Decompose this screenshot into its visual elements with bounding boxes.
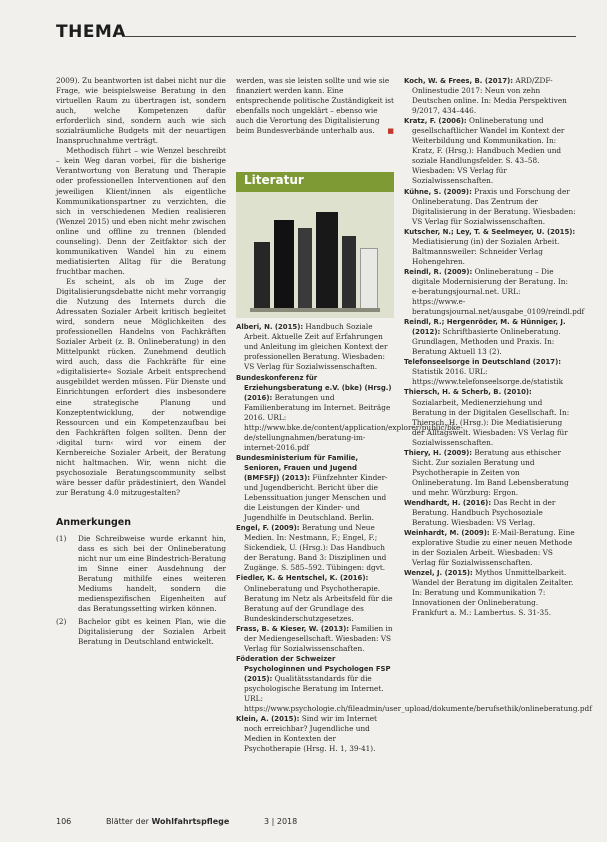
- reference-text: Praxis und Forschung der Onlineberatung. Das Zentrum der Digitalisierung in der Beratung. Wiesbaden: VS Verlag für Sozialwissenschaften.: [412, 186, 576, 226]
- reference-entry: [404, 187, 576, 227]
- reference-entry: [404, 568, 576, 618]
- reference-entry: [404, 227, 576, 267]
- reference-author: Thiersch, H. & Scherb, B. (2010):: [404, 388, 532, 397]
- reference-author: Koch, W. & Frees, B. (2017):: [404, 77, 514, 85]
- page-number: 106: [56, 817, 72, 826]
- book-image: [254, 242, 270, 312]
- reference-author: Bundesministerium für Familie, Senioren, Frauen und Jugend (BMFSFJ) (2013):: [236, 453, 359, 482]
- reference-entry: [404, 498, 576, 528]
- book-image: [316, 212, 338, 312]
- reference-author: Frass, B. & Kieser, W. (2013):: [236, 624, 350, 633]
- body-paragraph: 2009). Zu beantworten ist dabei nicht nur die Frage, wie beispielsweise Beratung in den virtuellen Raum zu übertragen ist, sondern auch, welche Kompetenzen dafür erforderlich sind, sondern auch wie sich sozialräumliche Budgets mit der neuartigen Inanspruchnahme verträgt.: [56, 76, 226, 146]
- reference-text: Onlineberatung und gesellschaftlicher Wandel im Kontext der Weiterbildung und Kommunikation. In: Kratz, F. (Hrsg.): Handbuch Medien und soziale Handlungsfelder. S. 43–58. Wiesbaden: VS Verlag für Sozialwissenschaften.: [412, 116, 565, 186]
- reference-entry: [236, 654, 592, 714]
- body-paragraph: Methodisch führt – wie Wenzel beschreibt – kein Weg daran vorbei, für die bisherige Verantwortung von Beratung und Therapie oder professionellen Interventionen auf den jeweiligen Klient/innen als eigentliche Kommunikationspartner zu verzichten, die sich in verschiedenen Medien realisieren (Wenzel 2015) und eben nicht mehr zwischen online und offline zu trennen (blended counseling). Denn der Zeitfaktor sich der kommunikativen Wandel hin zu einem mediatisierten Alltag für die Beratung fruchtbar machen.: [56, 146, 226, 276]
- footnote: [56, 617, 226, 647]
- journal-name-bold: Wohlfahrtspflege: [151, 817, 230, 826]
- reference-author: Telefonseelsorge in Deutschland (2017):: [404, 358, 562, 367]
- book-image: [274, 220, 294, 312]
- literature-banner: [236, 172, 394, 318]
- issue-number: 3 | 2018: [264, 817, 298, 826]
- reference-author: Klein, A. (2015):: [236, 715, 300, 724]
- reference-entry: [404, 357, 576, 387]
- reference-entry: [236, 624, 394, 654]
- reference-text: Schriftbasierte Onlineberatung. Grundlagen, Methoden und Praxis. In: Beratung Aktuell 13 (2).: [412, 327, 561, 357]
- reference-text: Handbuch Soziale Arbeit. Aktuelle Zeit auf Erfahrungen und Anleitung im gleichen Kontext der professionellen Beratung. Wiesbaden: VS Verlag für Sozialwissenschaften.: [244, 322, 388, 372]
- reference-entry: [404, 116, 576, 186]
- book-image: [298, 228, 312, 312]
- reference-text: Sind wir im Internet noch erreichbar? Jugendliche und Medien in Kontexten der Psychotherapie (Hrsg. H. 1, 39-41).: [244, 714, 377, 754]
- reference-author: Alberi, N. (2015):: [236, 323, 304, 332]
- reference-text: Mythos Unmittelbarkeit. Wandel der Beratung im digitalen Zeitalter. In: Beratung und Kommunikation 7: Innovationen der Onlineberatung. Frankfurt a. M.: Lambertus. S. 31-35.: [412, 568, 574, 618]
- reference-text: ARD/ZDF-Onlinestudie 2017: Neun von zehn Deutschen online. In: Media Perspektiven 9/2017, 434–446.: [412, 76, 567, 116]
- footnote-number: (2): [56, 617, 67, 627]
- reference-author: Kratz, F. (2006):: [404, 117, 467, 126]
- footnote: [56, 534, 226, 614]
- reference-entry: [236, 573, 394, 623]
- reference-entry: [236, 523, 394, 573]
- section-title: THEMA: [56, 22, 127, 42]
- reference-entry: [404, 528, 576, 568]
- reference-entry: [404, 266, 585, 317]
- reference-author: Fiedler, K. & Hentschel, K. (2016):: [236, 574, 369, 583]
- reference-entry: [404, 448, 576, 498]
- header-rule: [122, 36, 576, 37]
- reference-author: Wendhardt, H. (2016):: [404, 498, 492, 507]
- reference-text: Statistik 2016. URL: https://www.telefonseelsorge.de/statistik: [412, 367, 564, 387]
- column-left: [56, 76, 226, 651]
- reference-text: Beratung aus ethischer Sicht. Zur sozialen Beratung und Psychotherapie in Zeiten von Onlineberatung. Im Band Lebensberatung und mehr. Würzburg: Ergon.: [412, 447, 569, 497]
- page-header: [56, 22, 576, 42]
- reference-author: Bundeskonferenz für Erziehungsberatung e.V. (bke) (Hrsg.) (2016):: [236, 373, 392, 402]
- end-of-article-mark: ■: [387, 126, 394, 136]
- notes-heading: Anmerkungen: [56, 516, 131, 528]
- reference-entry: [404, 317, 576, 357]
- reference-entry: [236, 453, 394, 523]
- reference-author: Reindl, R. (2009):: [404, 267, 473, 276]
- literature-band: [236, 172, 394, 192]
- page-footer: [56, 817, 576, 829]
- reference-entry: [236, 322, 394, 372]
- reference-entry: [236, 373, 463, 453]
- reference-author: Föderation der Schweizer Psychologinnen und Psychologen FSP (2015):: [236, 654, 391, 683]
- reference-text: Beratungen und Familienberatung im Internet. Beiträge 2016. URL: http://www.bke.de/content/application/explorer/public/bke-de/stellungnahmen/beratung-im-internet-2016.pdf: [244, 392, 463, 452]
- books-illustration: [250, 196, 380, 312]
- reference-author: Thiery, H. (2009):: [404, 448, 473, 457]
- reference-text: Onlineberatung und Psychotherapie. Beratung im Netz als Arbeitsfeld für die Beratung auf der Grundlage des Bundeskinderschutzgesetzes.: [244, 583, 393, 623]
- footnote-text: Die Schreibweise wurde erkannt hin, dass es sich bei der Onlineberatung nicht nur um eine Bindestrich-Beratung im Sinne einer Ausdehnung der Beratung mithilfe eines weiteren Mediums handelt, sondern die medienspezifischen Eigenheiten auf das Beratungssetting wirken können.: [78, 534, 226, 614]
- column-right: [404, 76, 585, 619]
- journal-name-plain: Blätter der: [106, 817, 152, 826]
- reference-entry: [236, 714, 394, 754]
- reference-text: Mediatisierung (in) der Sozialen Arbeit. Baltmannsweiler: Schneider Verlag Hohengehren.: [412, 236, 560, 266]
- reference-author: Wenzel, J. (2015):: [404, 569, 473, 578]
- reference-author: Kutscher, N.; Ley, T. & Seelmeyer, U. (2015):: [404, 227, 576, 236]
- shelf: [250, 308, 380, 312]
- body-paragraph-end: [236, 76, 394, 136]
- journal-name: [106, 817, 229, 826]
- reference-text: Beratung und Neue Medien. In: Nestmann, F.; Engel, F.; Sickendiek, U. (Hrsg.): Das Handbuch der Beratung. Band 3: Disziplinen und Zugänge. S. 585–592. Tübingen: dgvt.: [244, 523, 387, 573]
- reference-text: Familien in der Mediengesellschaft. Wiesbaden: VS Verlag für Sozialwissenschaften.: [244, 623, 393, 653]
- reference-text: E-Mail-Beratung. Eine explorative Studie zu einer neuen Methode in der Sozialen Arbeit. Wiesbaden: VS Verlag für Sozialwissenschaften.: [412, 528, 575, 568]
- reference-entry: [404, 387, 576, 447]
- book-image: [342, 236, 356, 312]
- book-image: [360, 248, 378, 312]
- reference-author: Engel, F. (2009):: [236, 524, 300, 533]
- reference-author: Weinhardt, M. (2009):: [404, 529, 490, 538]
- footnote-number: (1): [56, 534, 67, 544]
- reference-author: Reindl, R.; Hergenröder, M. & Hünniger, J. (2012):: [404, 318, 566, 337]
- reference-list: [404, 76, 585, 619]
- reference-entry: [404, 76, 576, 116]
- closing-text: werden, was sie leisten sollte und wie sie finanziert werden kann. Eine entsprechende politische Zuständigkeit ist ebenfalls noch ungeklärt – ebenso wie auch die Verortung des Digitalisierung beim Bundesverbände unterhalb aus.: [236, 76, 394, 136]
- reference-text: Das Recht in der Beratung. Handbuch Psychosoziale Beratung. Wiesbaden: VS Verlag.: [412, 497, 556, 528]
- reference-text: Onlineberatung – Die digitale Modernisierung der Beratung. In: e-beratungsjournal.net. URL: https://www.e-beratungsjournal.net/ausgabe_0109/reindl.pdf: [412, 266, 585, 317]
- body-paragraph: Es scheint, als ob im Zuge der Digitalisierungsdebatte nicht mehr vorrangig die Nutzung des Internets durch die Adressaten Sozialer Arbeit kritisch begleitet wird, sondern neue Möglichkeiten des professionellen Handelns von Fachkräften Sozialer Arbeit (z. B. Onlineberatung) in den Mittelpunkt rücken. Zunehmend deutlich wird auch, dass die Fachkräfte für eine »digitalisierte« Soziale Arbeit entsprechend ausgebildet werden müssen. Für Dienste und Einrichtungen erfordert dies insbesondere eine strategische Planung und Konzeptentwicklung, der notwendige Ressourcen und ein Kompetenzaufbau bei den Fachkräften folgen sollten. Denn der ›digital turn‹ wird vor einem der Kernbereiche Sozialer Arbeit, der Beratung nicht haltmachen. Wir, wenn nicht die psychosoziale Beratungscommunity selbst wäre besser dafür prädestiniert, den Wandel zur Beratung 4.0 mitzugestalten?: [56, 276, 226, 497]
- footnote-text: Bachelor gibt es keinen Plan, wie die Digitalisierung der Sozialen Arbeit Beratung in Deutschland entwickelt.: [78, 617, 226, 647]
- reference-text: Qualitätsstandards für die psychologische Beratung im Internet. URL: https://www.psychologie.ch/fileadmin/user_upload/dokumente/berufsethik/onlineberatung.pdf: [244, 673, 592, 714]
- reference-text: Fünfzehnter Kinder- und Jugendbericht. Bericht über die Lebenssituation junger Menschen und die Leistungen der Kinder- und Jugendhilfe in Deutschland. Berlin.: [244, 472, 388, 523]
- reference-author: Kühne, S. (2009):: [404, 187, 472, 196]
- literature-title: Literatur: [244, 173, 304, 188]
- reference-text: Sozialarbeit, Medienerziehung und Beratung in der Digitalen Gesellschaft. In: Thiersch, H. (Hrsg.): Die Mediatisierung der Alltagswelt. Wiesbaden: VS Verlag für Sozialwissenschaften.: [412, 397, 570, 447]
